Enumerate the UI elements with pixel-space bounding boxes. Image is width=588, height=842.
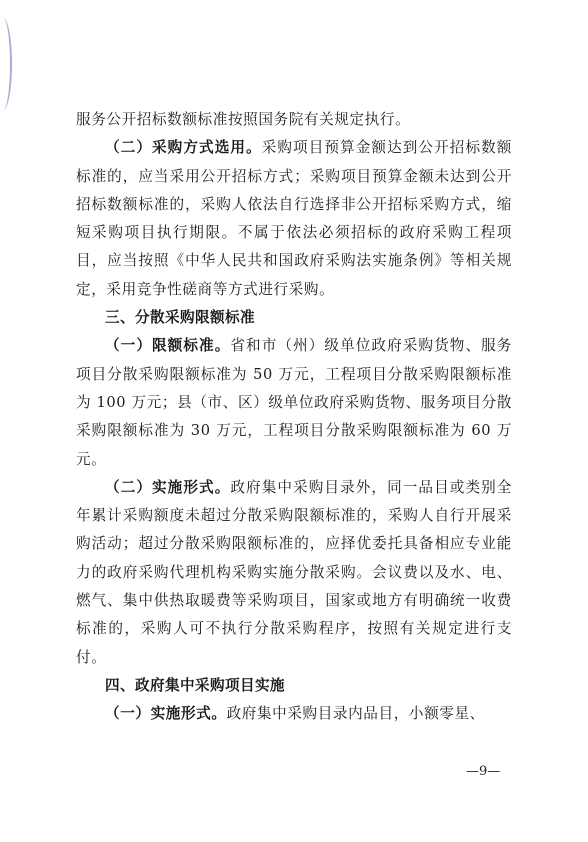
paragraph-text: 省和市（州）级单位政府采购货物、服务项目分散采购限额标准为 50 万元，工程项目分散采购限额标准为 100 万元；县（市、区）级单位政府采购货物、服务项目分散采购限额标准为 30 万元，工程项目分散采购限额标准为 60 万元。 xyxy=(76,337,512,468)
paragraph-central-implementation xyxy=(76,700,512,728)
paragraph-lead: （一）限额标准。 xyxy=(105,337,231,355)
section-heading-3: 三、分散采购限额标准 xyxy=(105,309,255,327)
paragraph-text: 政府集中采购目录内品目，小额零星、 xyxy=(226,705,485,723)
document-body xyxy=(76,106,512,729)
paragraph-lead: （二）实施形式。 xyxy=(105,478,231,496)
paragraph-procurement-method xyxy=(76,134,512,304)
paragraph-limit-standard xyxy=(76,332,512,473)
paragraph-lead: （一）实施形式。 xyxy=(105,705,227,723)
page-number: —9— xyxy=(466,764,501,779)
paragraph-lead: （二）采购方式选用。 xyxy=(105,139,262,157)
section-heading-4: 四、政府集中采购项目实施 xyxy=(105,676,285,694)
paragraph-text: 政府集中采购目录外，同一品目或类别全年累计采购额度未超过分散采购限额标准的，采购人自行开展采购活动；超过分散采购限额标准的，应择优委托具备相应专业能力的政府采购代理机构采购实施分散采购。会议费以及水、电、燃气、集中供热取暖费等采购项目，国家或地方有明确统一收费标准的，采购人可不执行分散采购程序，按照有关规定进行支付。 xyxy=(76,478,512,666)
paragraph-implementation-form xyxy=(76,474,512,672)
paragraph-text: 采购项目预算金额达到公开招标数额标准的，应当采用公开招标方式；采购项目预算金额未达到公开招标数额标准的，采购人依法自行选择非公开招标采购方式，缩短采购项目执行期限。不属于依法必须招标的政府采购工程项目，应当按照《中华人民共和国政府采购法实施条例》等相关规定，采用竞争性磋商等方式进行采购。 xyxy=(76,139,512,298)
paragraph-continuation: 服务公开招标数额标准按照国务院有关规定执行。 xyxy=(76,111,411,128)
binding-edge-mark xyxy=(0,18,12,110)
